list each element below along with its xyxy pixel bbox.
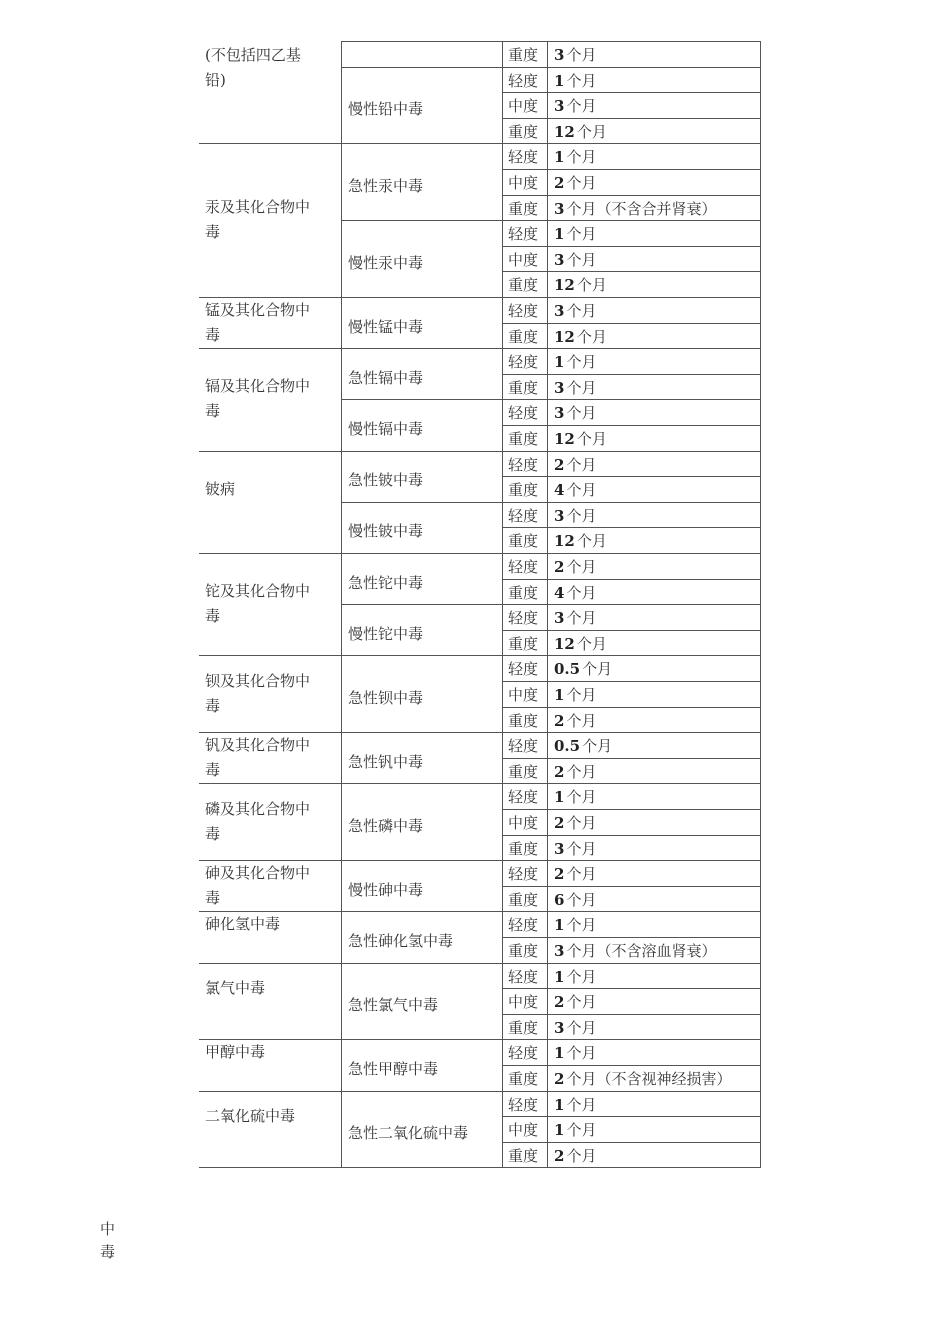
row-divider	[502, 835, 761, 836]
row-divider	[502, 758, 761, 759]
duration-unit: 个月	[566, 609, 597, 628]
footer-note-char: 中	[100, 1220, 116, 1238]
category-label: 镉及其化合物中毒	[205, 377, 311, 421]
severity-label: 重度	[508, 942, 539, 960]
duration-number: 4	[554, 583, 565, 602]
category-divider	[199, 348, 342, 349]
row-divider	[502, 809, 761, 810]
duration-value	[554, 990, 596, 1015]
category-label: 砷及其化合物中毒	[205, 863, 311, 907]
duration-value	[554, 248, 596, 273]
duration-value	[554, 94, 596, 119]
duration-unit: 个月	[566, 942, 597, 960]
subtype-divider	[341, 348, 503, 349]
row-divider	[502, 860, 761, 861]
duration-number: 2	[554, 1070, 565, 1088]
duration-unit: 个月	[566, 481, 597, 500]
category-label: 汞及其化合物中毒	[205, 198, 311, 242]
duration-unit: 个月	[566, 225, 597, 244]
duration-value	[554, 1016, 596, 1041]
duration-unit: 个月	[566, 46, 597, 64]
severity-label: 轻度	[508, 353, 539, 372]
duration-number: 3	[554, 250, 565, 269]
row-divider	[502, 783, 761, 784]
duration-unit: 个月	[566, 814, 597, 832]
row-divider	[502, 220, 761, 221]
severity-label: 轻度	[508, 609, 539, 628]
subtype-divider	[341, 297, 503, 298]
row-divider	[502, 707, 761, 708]
duration-number: 2	[554, 993, 565, 1012]
duration-number: 1	[554, 1044, 565, 1063]
duration-number: 3	[554, 46, 565, 64]
category-label: 砷化氢中毒	[205, 915, 281, 933]
row-divider	[502, 1142, 761, 1143]
row-divider	[502, 143, 761, 144]
category-divider	[199, 783, 342, 784]
duration-unit: 个月	[566, 865, 597, 884]
severity-label: 重度	[508, 378, 539, 397]
subtype-divider	[341, 1039, 503, 1040]
footer-note-char: 毒	[100, 1243, 116, 1261]
severity-label: 重度	[508, 481, 539, 500]
duration-value	[554, 837, 596, 862]
duration-value	[554, 171, 596, 196]
row-divider	[502, 195, 761, 196]
duration-unit: 个月	[566, 1146, 597, 1165]
duration-number: 2	[554, 174, 565, 192]
subtype-label: 急性甲醇中毒	[348, 1060, 439, 1078]
duration-value	[554, 350, 596, 375]
duration-unit: 个月	[566, 71, 597, 90]
duration-number: 1	[554, 353, 565, 372]
duration-unit: 个月	[566, 711, 597, 730]
row-divider	[502, 604, 761, 605]
duration-number: 0.5	[554, 737, 581, 756]
row-divider	[502, 271, 761, 272]
duration-number: 3	[554, 609, 565, 628]
duration-number: 12	[554, 634, 575, 653]
duration-value	[554, 1118, 596, 1143]
severity-label: 轻度	[508, 558, 539, 576]
duration-unit: 个月	[566, 353, 597, 372]
duration-unit: 个月	[566, 967, 597, 986]
subtype-divider	[341, 860, 503, 861]
duration-unit: 个月	[566, 583, 597, 602]
duration-unit: 个月	[576, 532, 607, 551]
severity-label: 轻度	[508, 788, 539, 807]
duration-unit: 个月	[566, 1018, 597, 1037]
table-border	[341, 41, 761, 42]
duration-value	[554, 862, 596, 887]
severity-label: 轻度	[508, 967, 539, 986]
duration-number: 3	[554, 404, 565, 423]
duration-number: 12	[554, 276, 575, 295]
duration-number: 6	[554, 890, 565, 909]
severity-label: 中度	[508, 250, 539, 269]
severity-label: 轻度	[508, 404, 539, 423]
duration-unit: 个月	[566, 455, 597, 474]
duration-value	[554, 632, 607, 657]
category-label: (不包括四乙基铅)	[205, 46, 301, 89]
duration-unit: 个月	[566, 302, 597, 320]
duration-value	[554, 299, 596, 324]
severity-label: 中度	[508, 814, 539, 832]
duration-number: 1	[554, 967, 565, 986]
severity-label: 轻度	[508, 225, 539, 244]
category-label: 磷及其化合物中毒	[205, 799, 311, 843]
row-divider	[502, 886, 761, 887]
category-label: 氯气中毒	[205, 979, 266, 997]
duration-value	[554, 376, 596, 401]
row-divider	[502, 92, 761, 93]
duration-unit: 个月	[566, 97, 597, 116]
severity-label: 重度	[508, 762, 539, 781]
duration-unit: 个月	[576, 122, 607, 141]
duration-number: 1	[554, 686, 565, 704]
duration-number: 3	[554, 97, 565, 116]
row-divider	[502, 399, 761, 400]
duration-unit: 个月	[566, 506, 597, 525]
row-divider	[502, 118, 761, 119]
row-divider	[502, 681, 761, 682]
severity-label: 重度	[508, 327, 539, 346]
severity-label: 轻度	[508, 455, 539, 474]
duration-note: （不含合并肾衰）	[596, 199, 717, 218]
duration-value	[554, 709, 596, 734]
duration-unit: 个月	[566, 993, 597, 1012]
severity-label: 轻度	[508, 148, 539, 167]
subtype-label: 急性二氧化硫中毒	[348, 1124, 469, 1142]
duration-unit: 个月	[566, 1070, 597, 1088]
duration-number: 2	[554, 865, 565, 884]
row-divider	[502, 1167, 761, 1168]
duration-value	[554, 69, 596, 94]
duration-unit: 个月	[566, 404, 597, 423]
severity-label: 中度	[508, 97, 539, 116]
duration-unit: 个月	[566, 148, 597, 167]
duration-unit: 个月	[566, 1095, 597, 1114]
duration-note: （不含溶血肾衰）	[596, 942, 717, 960]
duration-number: 1	[554, 788, 565, 807]
row-divider	[502, 1065, 761, 1066]
category-label: 甲醇中毒	[205, 1043, 266, 1061]
category-divider	[199, 451, 342, 452]
subtype-label: 慢性镉中毒	[348, 420, 424, 438]
severity-label: 重度	[508, 583, 539, 602]
severity-label: 轻度	[508, 660, 539, 679]
duration-number: 2	[554, 814, 565, 832]
row-divider	[502, 630, 761, 631]
duration-unit: 个月	[582, 660, 613, 679]
duration-value	[554, 965, 596, 990]
duration-value	[554, 606, 596, 631]
duration-unit: 个月	[566, 378, 597, 397]
duration-value	[554, 222, 596, 247]
row-divider	[502, 297, 761, 298]
severity-label: 重度	[508, 711, 539, 730]
category-label: 二氧化硫中毒	[205, 1107, 296, 1125]
row-divider	[502, 988, 761, 989]
subtype-label: 急性铍中毒	[348, 471, 424, 490]
duration-number: 1	[554, 916, 565, 935]
row-divider	[502, 1014, 761, 1015]
duration-value	[554, 1093, 596, 1118]
duration-value	[554, 197, 716, 222]
duration-number: 1	[554, 225, 565, 244]
severity-label: 轻度	[508, 865, 539, 884]
duration-number: 3	[554, 199, 565, 218]
subtype-divider	[341, 732, 503, 733]
duration-number: 4	[554, 481, 565, 500]
duration-number: 2	[554, 711, 565, 730]
duration-number: 2	[554, 455, 565, 474]
subtype-divider	[341, 911, 503, 912]
severity-label: 中度	[508, 1121, 539, 1140]
row-divider	[502, 425, 761, 426]
severity-label: 重度	[508, 1018, 539, 1037]
category-divider	[199, 143, 342, 144]
row-divider	[502, 527, 761, 528]
subtype-label: 慢性铍中毒	[348, 522, 424, 541]
row-divider	[502, 451, 761, 452]
category-divider	[199, 553, 342, 554]
severity-label: 中度	[508, 686, 539, 704]
duration-number: 1	[554, 71, 565, 90]
duration-unit: 个月	[576, 327, 607, 346]
category-label: 铊及其化合物中毒	[205, 582, 311, 626]
duration-number: 0.5	[554, 660, 581, 679]
severity-label: 重度	[508, 839, 539, 858]
duration-unit: 个月	[566, 558, 597, 576]
severity-label: 轻度	[508, 1044, 539, 1063]
subtype-label: 慢性汞中毒	[348, 253, 424, 272]
subtype-label: 急性氯气中毒	[348, 996, 439, 1014]
row-divider	[502, 67, 761, 68]
duration-value	[554, 683, 596, 708]
subtype-divider	[341, 502, 503, 503]
duration-number: 3	[554, 1018, 565, 1037]
subtype-divider	[341, 963, 503, 964]
row-divider	[502, 553, 761, 554]
duration-unit: 个月	[566, 250, 597, 269]
subtype-label: 慢性锰中毒	[348, 317, 424, 336]
subtype-label: 急性砷化氢中毒	[348, 932, 454, 950]
subtype-label: 慢性铊中毒	[348, 624, 424, 643]
duration-unit: 个月	[566, 1121, 597, 1140]
category-divider	[199, 655, 342, 656]
duration-number: 1	[554, 148, 565, 167]
subtype-divider	[341, 220, 503, 221]
duration-value	[554, 1041, 596, 1066]
subtype-divider	[341, 604, 503, 605]
treatment-duration-table	[199, 41, 761, 1174]
duration-number: 3	[554, 942, 565, 960]
subtype-divider	[341, 143, 503, 144]
severity-label: 重度	[508, 1070, 539, 1088]
severity-label: 重度	[508, 532, 539, 551]
severity-label: 轻度	[508, 302, 539, 320]
severity-label: 重度	[508, 890, 539, 909]
duration-value	[554, 888, 596, 913]
duration-value	[554, 657, 612, 682]
row-divider	[502, 476, 761, 477]
severity-label: 轻度	[508, 737, 539, 756]
duration-number: 1	[554, 1095, 565, 1114]
duration-number: 2	[554, 762, 565, 781]
duration-unit: 个月	[566, 839, 597, 858]
duration-value	[554, 478, 596, 503]
duration-unit: 个月	[566, 1044, 597, 1063]
subtype-label: 慢性砷中毒	[348, 880, 424, 899]
row-divider	[502, 937, 761, 938]
duration-value	[554, 913, 596, 938]
duration-value	[554, 427, 607, 452]
duration-unit: 个月	[576, 430, 607, 448]
duration-number: 12	[554, 327, 575, 346]
subtype-label: 急性钒中毒	[348, 752, 424, 771]
duration-value	[554, 581, 596, 606]
subtype-label: 急性铊中毒	[348, 573, 424, 592]
duration-number: 3	[554, 302, 565, 320]
category-label: 锰及其化合物中毒	[205, 300, 311, 344]
duration-unit: 个月	[566, 890, 597, 909]
duration-number: 12	[554, 122, 575, 141]
duration-unit: 个月	[582, 737, 613, 756]
duration-note: （不含视神经损害）	[596, 1070, 732, 1088]
duration-number: 1	[554, 1121, 565, 1140]
duration-value	[554, 1144, 596, 1169]
category-divider	[199, 963, 342, 964]
duration-value	[554, 273, 607, 298]
duration-unit: 个月	[566, 174, 597, 192]
duration-value	[554, 145, 596, 170]
subtype-label: 慢性铅中毒	[348, 100, 424, 118]
row-divider	[502, 732, 761, 733]
row-divider	[502, 1039, 761, 1040]
row-divider	[502, 246, 761, 247]
duration-number: 3	[554, 506, 565, 525]
subtype-divider	[341, 553, 503, 554]
duration-unit: 个月	[566, 199, 597, 218]
duration-number: 2	[554, 1146, 565, 1165]
subtype-label: 急性汞中毒	[348, 176, 424, 195]
row-divider	[502, 655, 761, 656]
severity-label: 重度	[508, 1146, 539, 1165]
subtype-label: 急性钡中毒	[348, 688, 424, 707]
row-divider	[502, 169, 761, 170]
severity-label: 重度	[508, 276, 539, 295]
row-divider	[502, 348, 761, 349]
severity-label: 中度	[508, 174, 539, 192]
severity-label: 重度	[508, 199, 539, 218]
subtype-divider	[341, 451, 503, 452]
category-label: 钒及其化合物中毒	[205, 735, 311, 779]
duration-value	[554, 760, 596, 785]
row-divider	[502, 502, 761, 503]
duration-value	[554, 43, 596, 68]
row-divider	[502, 1091, 761, 1092]
severity-label: 重度	[508, 46, 539, 64]
duration-value	[554, 555, 596, 580]
duration-value	[554, 504, 596, 529]
duration-number: 2	[554, 558, 565, 576]
category-divider	[199, 1091, 342, 1092]
duration-value	[554, 939, 716, 964]
duration-unit: 个月	[566, 762, 597, 781]
severity-label: 轻度	[508, 71, 539, 90]
subtype-divider	[341, 655, 503, 656]
severity-label: 重度	[508, 430, 539, 448]
duration-value	[554, 529, 607, 554]
duration-unit: 个月	[566, 916, 597, 935]
severity-label: 轻度	[508, 1095, 539, 1114]
subtype-divider	[341, 399, 503, 400]
subtype-divider	[341, 1167, 503, 1168]
severity-label: 重度	[508, 122, 539, 141]
subtype-label: 急性镉中毒	[348, 368, 424, 387]
duration-number: 3	[554, 378, 565, 397]
duration-number: 12	[554, 532, 575, 551]
subtype-divider	[341, 67, 503, 68]
row-divider	[502, 911, 761, 912]
severity-label: 中度	[508, 993, 539, 1012]
duration-value	[554, 325, 607, 350]
duration-unit: 个月	[576, 276, 607, 295]
duration-value	[554, 401, 596, 426]
subtype-label: 急性磷中毒	[348, 816, 424, 835]
severity-label: 重度	[508, 634, 539, 653]
duration-value	[554, 734, 612, 759]
duration-value	[554, 453, 596, 478]
duration-value	[554, 1067, 731, 1092]
category-label: 钡及其化合物中毒	[205, 671, 311, 715]
duration-value	[554, 785, 596, 810]
severity-label: 轻度	[508, 916, 539, 935]
row-divider	[502, 963, 761, 964]
duration-number: 3	[554, 839, 565, 858]
row-divider	[502, 1116, 761, 1117]
duration-value	[554, 811, 596, 836]
row-divider	[502, 579, 761, 580]
subtype-divider	[341, 1091, 503, 1092]
row-divider	[502, 374, 761, 375]
duration-unit: 个月	[576, 634, 607, 653]
subtype-divider	[341, 783, 503, 784]
category-label: 铍病	[205, 479, 236, 498]
footer-note	[100, 1218, 116, 1264]
duration-unit: 个月	[566, 686, 597, 704]
severity-label: 轻度	[508, 506, 539, 525]
duration-value	[554, 120, 607, 145]
duration-unit: 个月	[566, 788, 597, 807]
duration-number: 12	[554, 430, 575, 448]
category-divider	[199, 1167, 342, 1168]
row-divider	[502, 323, 761, 324]
